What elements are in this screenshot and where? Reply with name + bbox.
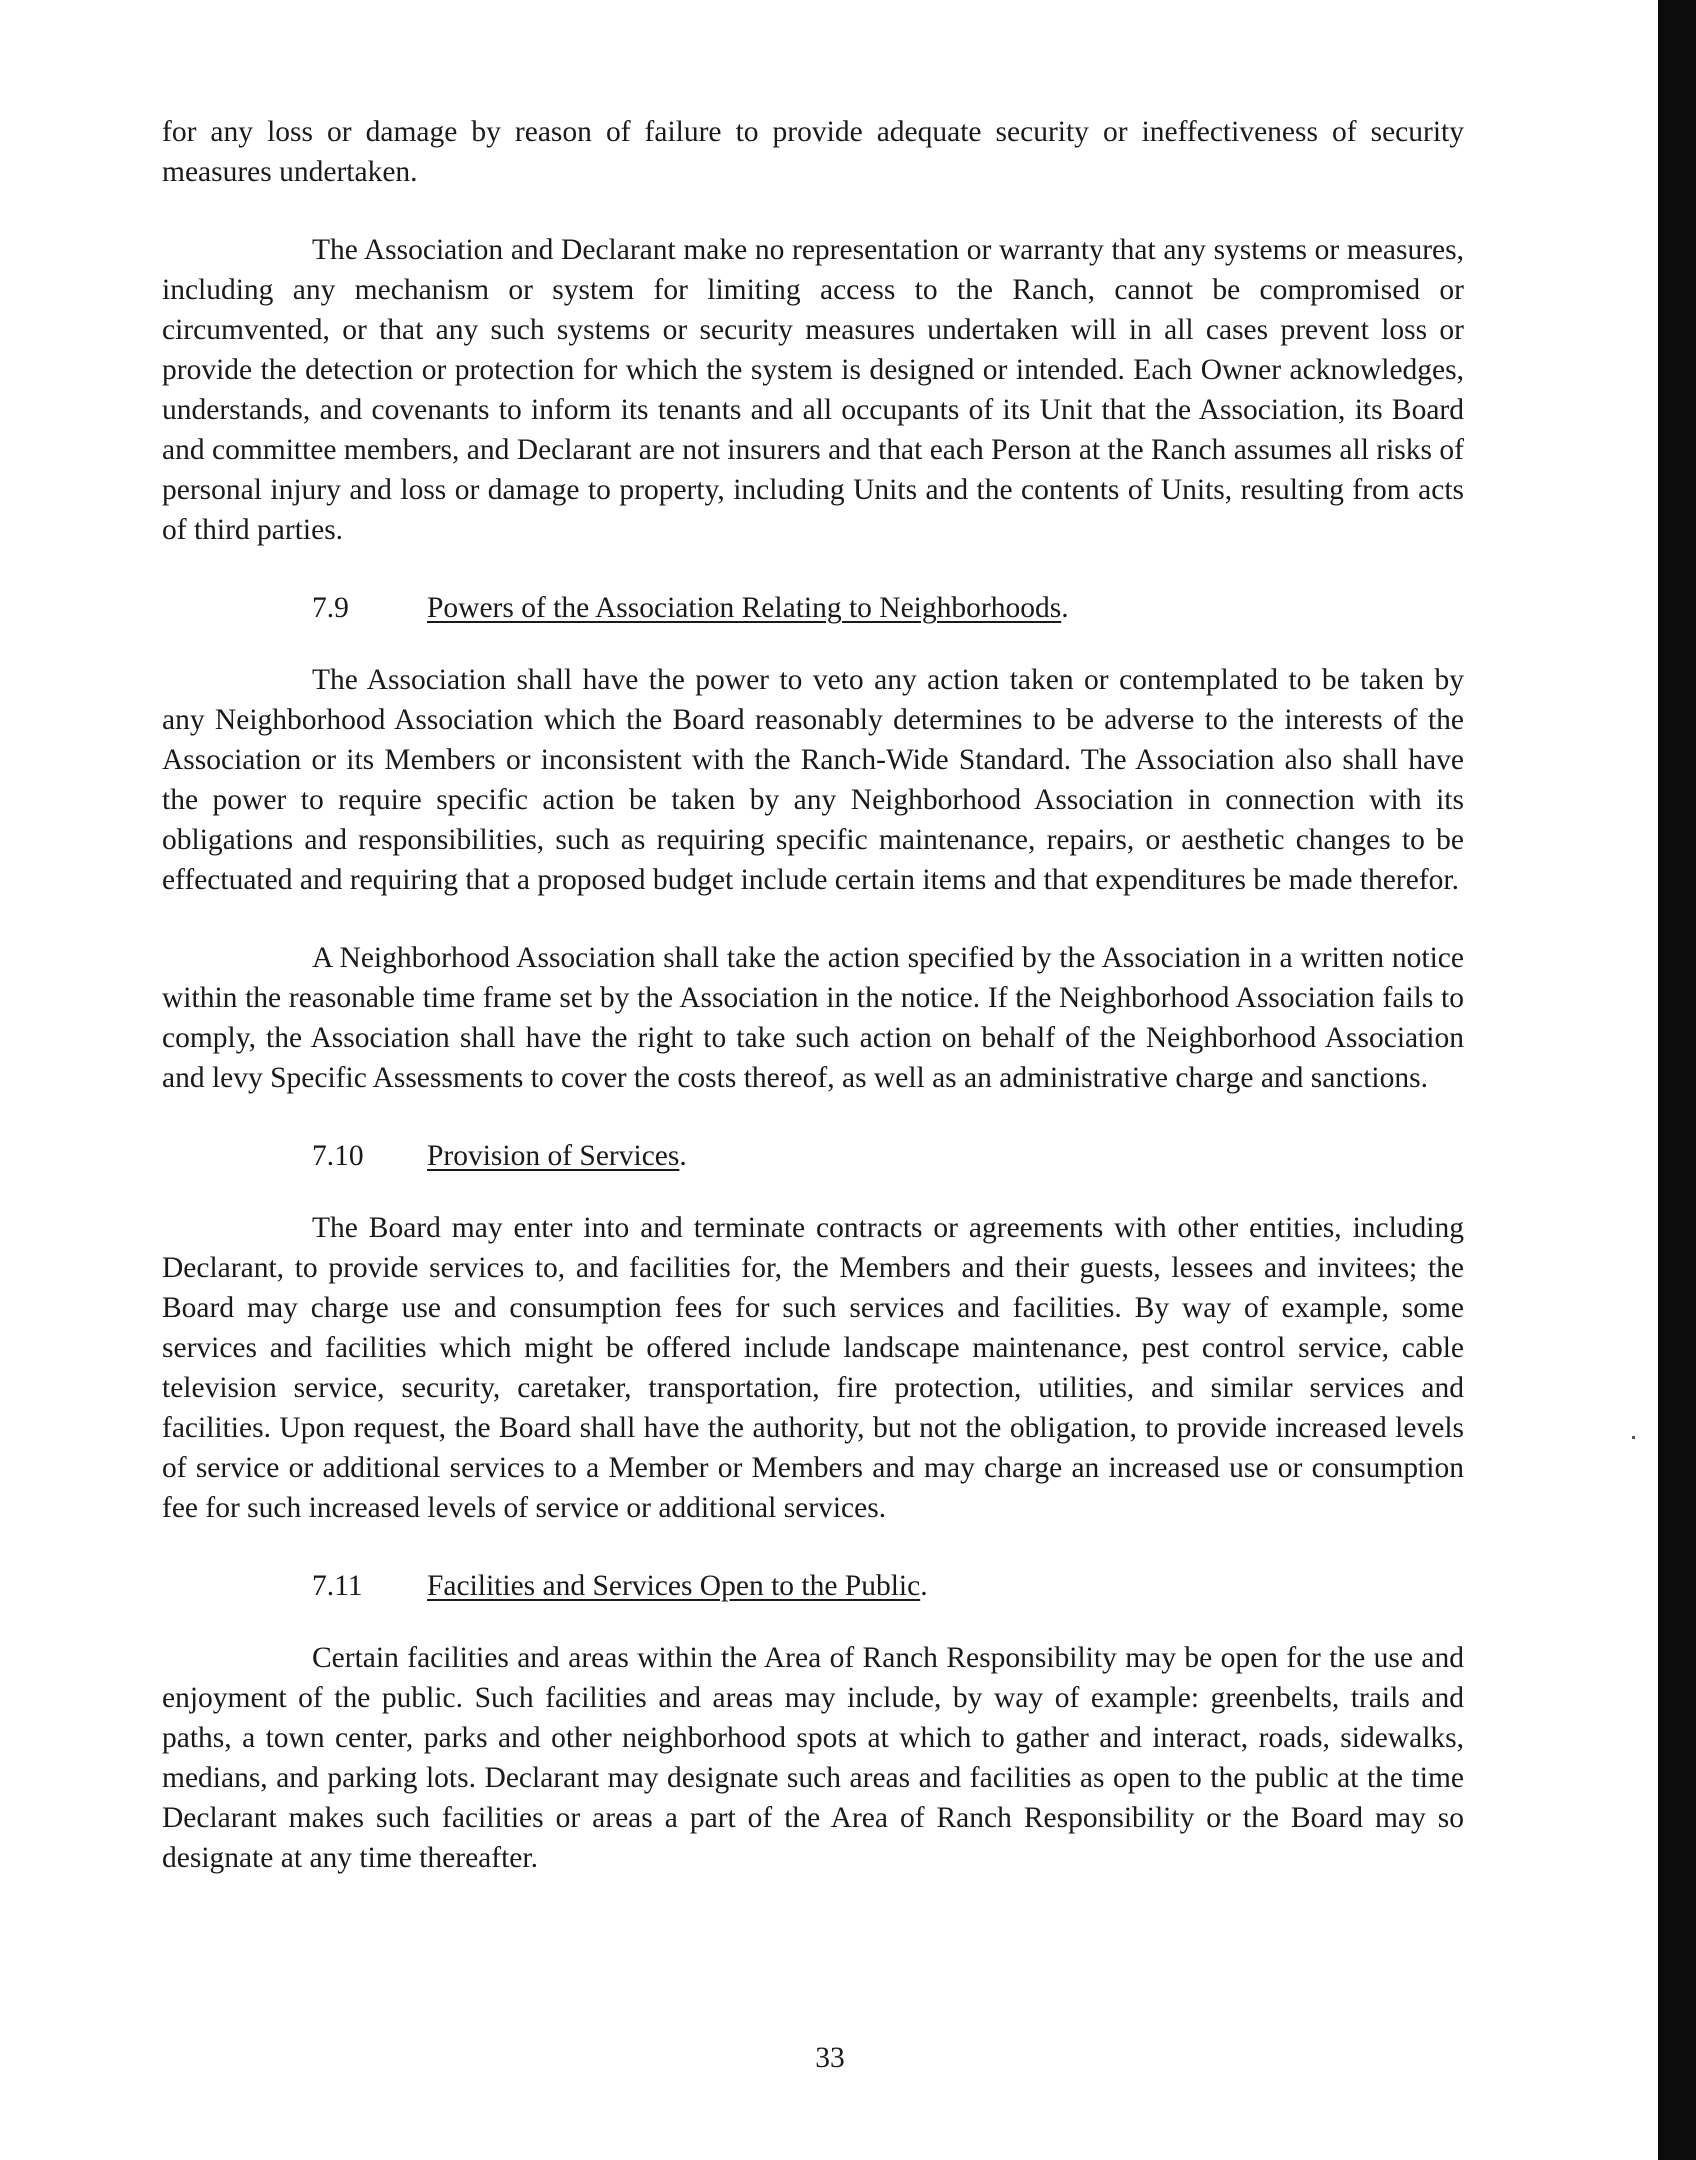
section-heading-7-9	[162, 588, 1464, 628]
section-title: Facilities and Services Open to the Public.	[427, 1570, 928, 1602]
page-number: 33	[815, 2042, 845, 2074]
section-heading-7-10	[162, 1136, 1464, 1176]
section-paragraph: The Board may enter into and terminate contracts or agreements with other entities, including Declarant, to provide services to, and facilities for, the Members and their guests, lessees and invitees; the Board may charge use and consumption fees for such services and facilities. By way of example, some services and facilities which might be offered include landscape maintenance, pest control service, cable television service, security, caretaker, transportation, fire protection, utilities, and similar services and facilities. Upon request, the Board shall have the authority, but not the obligation, to provide increased levels of service or additional services to a Member or Members and may charge an increased use or consumption fee for such increased levels of service or additional services.	[162, 1212, 1464, 1524]
document-body	[162, 112, 1464, 1878]
section-paragraph: The Association shall have the power to veto any action taken or contemplated to be taken by any Neighborhood Association which the Board reasonably determines to be adverse to the interests of the Association or its Members or inconsistent with the Ranch-Wide Standard. The Association also shall have the power to require specific action be taken by any Neighborhood Association in connection with its obligations and responsibilities, such as requiring specific maintenance, repairs, or aesthetic changes to be effectuated and requiring that a proposed budget include certain items and that expenditures be made therefor.	[162, 664, 1464, 896]
section-heading-7-11	[162, 1566, 1464, 1606]
scan-edge-bar	[1658, 0, 1696, 2160]
scan-speck	[1632, 1436, 1635, 1439]
section-number: 7.9	[312, 592, 349, 624]
section-paragraph: A Neighborhood Association shall take the action specified by the Association in a written notice within the reasonable time frame set by the Association in the notice. If the Neighborhood Association fails to comply, the Association shall have the right to take such action on behalf of the Neighborhood Association and levy Specific Assessments to cover the costs thereof, as well as an administrative charge and sanctions.	[162, 942, 1464, 1094]
section-paragraph: Certain facilities and areas within the Area of Ranch Responsibility may be open for the use and enjoyment of the public. Such facilities and areas may include, by way of example: greenbelts, trails and paths, a town center, parks and other neighborhood spots at which to gather and interact, roads, sidewalks, medians, and parking lots. Declarant may designate such areas and facilities as open to the public at the time Declarant makes such facilities or areas a part of the Area of Ranch Responsibility or the Board may so designate at any time thereafter.	[162, 1642, 1464, 1874]
section-title: Powers of the Association Relating to Neighborhoods.	[427, 592, 1069, 624]
section-number: 7.11	[312, 1570, 363, 1602]
section-title: Provision of Services.	[427, 1140, 687, 1172]
security-disclaimer-paragraph: The Association and Declarant make no representation or warranty that any systems or measures, including any mechanism or system for limiting access to the Ranch, cannot be compromised or circumvented, or that any such systems or security measures undertaken will in all cases prevent loss or provide the detection or protection for which the system is designed or intended. Each Owner acknowledges, understands, and covenants to inform its tenants and all occupants of its Unit that the Association, its Board and committee members, and Declarant are not insurers and that each Person at the Ranch assumes all risks of personal injury and loss or damage to property, including Units and the contents of Units, resulting from acts of third parties.	[162, 234, 1464, 546]
section-number: 7.10	[312, 1140, 364, 1172]
continuation-paragraph: for any loss or damage by reason of failure to provide adequate security or ineffectiveness of security measures undertaken.	[162, 116, 1464, 188]
